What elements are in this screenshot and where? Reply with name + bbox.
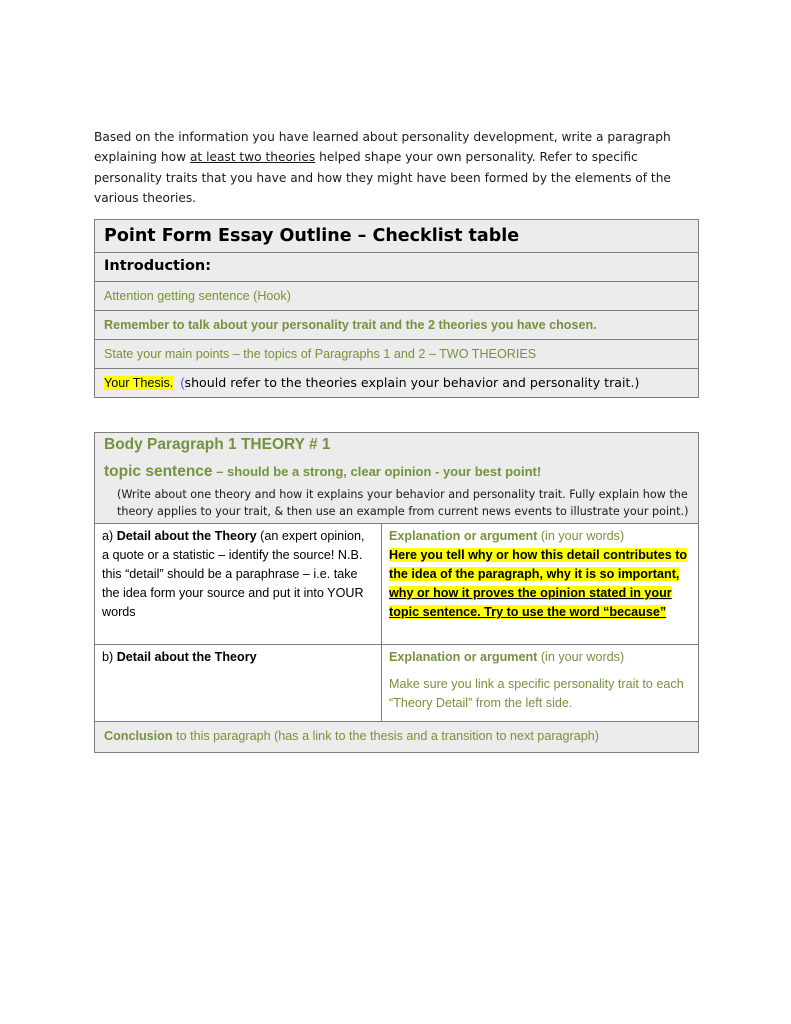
thesis-row <box>95 369 699 398</box>
detail-a-cell <box>95 524 382 645</box>
outline-title: Point Form Essay Outline – Checklist table <box>104 226 520 246</box>
detail-a-label: Detail about the Theory <box>116 529 257 543</box>
explanation-b-note: (in your words) <box>537 650 625 664</box>
reminder-row: Remember to talk about your personality trait and the 2 theories you have chosen. <box>95 311 699 340</box>
detail-b-prefix: b) <box>102 650 117 664</box>
explanation-b-label: Explanation or argument <box>389 650 538 664</box>
detail-a-prefix: a) <box>102 529 117 543</box>
conclusion-label: Conclusion <box>104 729 173 743</box>
conclusion-text: to this paragraph (has a link to the thesis and a transition to next paragraph) <box>172 729 599 743</box>
explanation-a-cell <box>382 524 699 645</box>
explanation-b-text: Make sure you link a specific personality trait to each “Theory Detail” from the left side. <box>389 677 684 710</box>
thesis-note: should refer to the theories explain your behavior and personality trait.) <box>184 375 640 390</box>
instructions-text: Based on the information you have learned about personality development, write a paragraph explaining how <box>94 130 671 165</box>
explanation-a-note: (in your words) <box>537 529 625 543</box>
body-paragraph-title: Body Paragraph 1 THEORY # 1 <box>104 436 331 453</box>
explanation-a-highlight-underlined: why or how it proves the opinion stated in your topic sentence. Try to use the word “because” <box>389 586 672 619</box>
instructions-paragraph <box>94 127 704 209</box>
body-paragraph-table <box>94 432 699 753</box>
topic-sentence-line <box>104 461 689 483</box>
body-paragraph-note: (Write about one theory and how it explains your behavior and personality trait. Fully explain how the theory applies to your trait, & then use an example from current news events to illustrate your point.) <box>117 488 689 518</box>
thesis-label: Your Thesis. <box>104 376 174 390</box>
detail-b-label: Detail about the Theory <box>116 650 257 664</box>
topic-sentence-label: topic sentence <box>104 463 213 480</box>
body-header-cell <box>95 433 699 524</box>
outline-table <box>94 219 699 398</box>
main-points-row: State your main points – the topics of Paragraphs 1 and 2 – TWO THEORIES <box>95 340 699 369</box>
detail-a-text: (an expert opinion, a quote or a statistic – identify the source! N.B. this “detail” should be a paraphrase – i.e. take the idea form your source and put it into YOUR words <box>102 529 365 619</box>
explanation-a-highlight: Here you tell why or how this detail contributes to the idea of the paragraph, why it is so important, <box>389 548 688 581</box>
topic-sentence-note: – should be a strong, clear opinion - your best point! <box>212 464 542 479</box>
instructions-text-2: helped shape your own personality. Refer to specific personality traits that you have and how they might have been formed by the elements of the various theories. <box>94 150 671 206</box>
instructions-underlined: at least two theories <box>189 150 316 165</box>
introduction-heading: Introduction: <box>104 258 212 274</box>
detail-b-cell <box>95 645 382 722</box>
thesis-paren: ( <box>180 376 185 390</box>
explanation-b-cell <box>382 645 699 722</box>
conclusion-row <box>95 722 699 753</box>
explanation-a-label: Explanation or argument <box>389 529 538 543</box>
introduction-cell <box>95 253 699 282</box>
hook-row: Attention getting sentence (Hook) <box>95 282 699 311</box>
outline-title-cell <box>95 220 699 253</box>
